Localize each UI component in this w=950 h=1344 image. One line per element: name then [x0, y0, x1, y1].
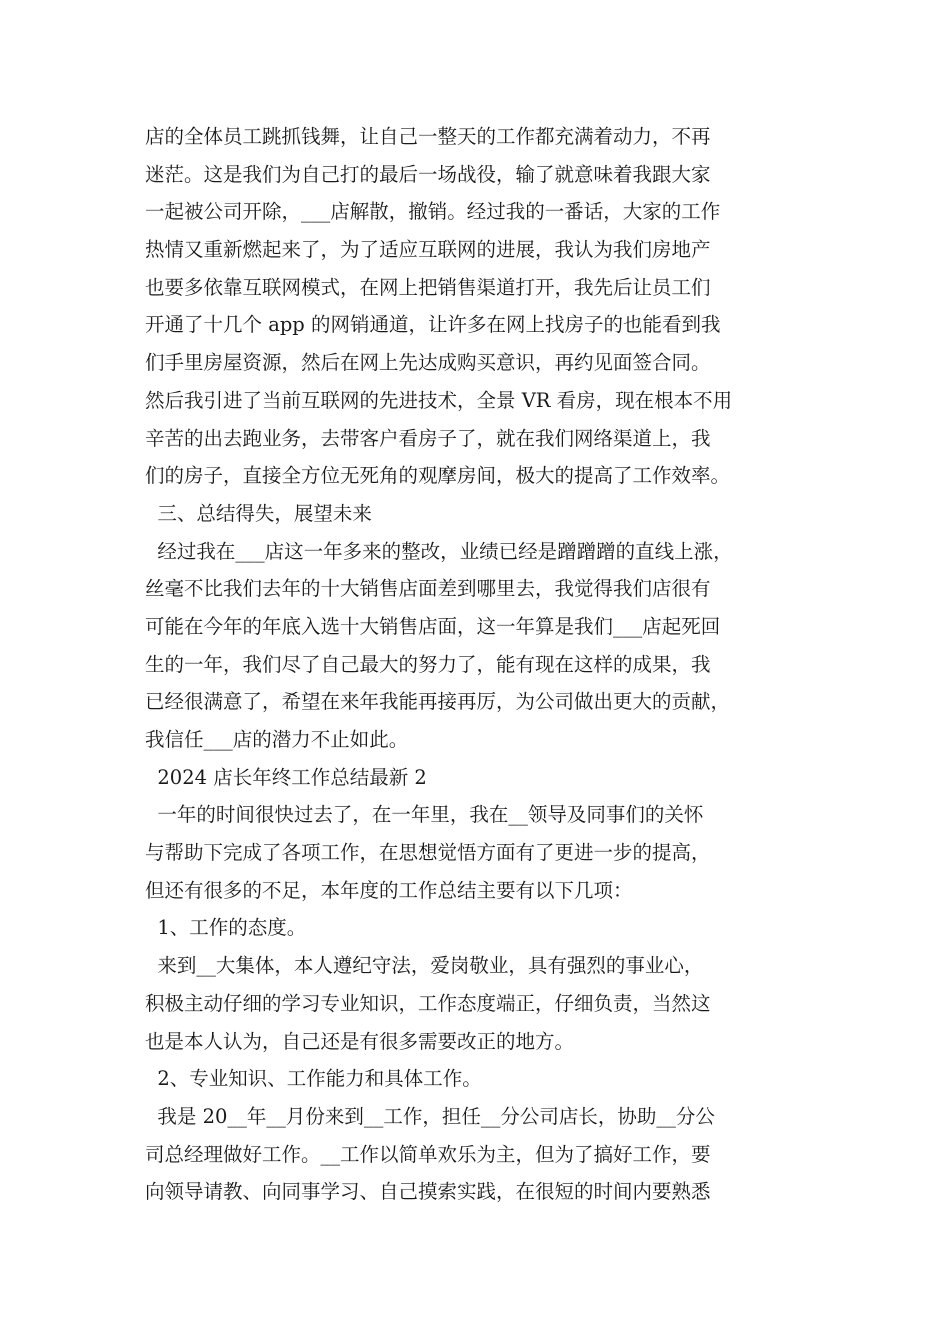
text-line: 我信任___店的潜力不止如此。	[145, 728, 409, 751]
section-heading: 2、专业知识、工作能力和具体工作。	[145, 1067, 482, 1091]
text-line: 积极主动仔细的学习专业知识，工作态度端正，仔细负责，当然这	[145, 991, 711, 1015]
text-line: 可能在今年的年底入选十大销售店面，这一年算是我们___店起死回	[145, 614, 721, 638]
text-line: 然后我引进了当前互联网的先进技术，全景 VR 看房，现在根本不用	[145, 388, 733, 412]
text-line: 们手里房屋资源，然后在网上先达成购买意识，再约见面签合同。	[145, 351, 711, 375]
text-line: 一年的时间很快过去了，在一年里，我在__领导及同事们的关怀	[145, 803, 704, 827]
text-line: 们的房子，直接全方位无死角的观摩房间，极大的提高了工作效率。	[145, 464, 731, 488]
text-line: 热情又重新燃起来了，为了适应互联网的进展，我认为我们房地产	[145, 238, 711, 262]
text-line: 与帮助下完成了各项工作，在思想觉悟方面有了更进一步的提高，	[145, 841, 711, 865]
text-line: 已经很满意了，希望在来年我能再接再厉，为公司做出更大的贡献，	[145, 690, 731, 714]
text-line: 店的全体员工跳抓钱舞，让自己一整天的工作都充满着动力，不再	[145, 125, 711, 148]
text-line: 一起被公司开除，___店解散，撤销。经过我的一番话，大家的工作	[145, 200, 721, 224]
section-heading: 1、工作的态度。	[145, 916, 307, 940]
section-heading: 三、总结得失，展望未来	[145, 501, 372, 525]
text-line: 我是 20__年__月份来到__工作，担任__分公司店长，协助__分公	[145, 1104, 715, 1128]
text-line: 迷茫。这是我们为自己打的最后一场战役，输了就意味着我跟大家	[145, 162, 711, 186]
article-title: 2024 店长年终工作总结最新 2	[145, 765, 427, 789]
text-line: 生的一年，我们尽了自己最大的努力了，能有现在这样的成果，我	[145, 652, 711, 676]
text-line: 来到__大集体，本人遵纪守法，爱岗敬业，具有强烈的事业心，	[145, 954, 704, 978]
document-body	[145, 118, 835, 1211]
text-line: 经过我在___店这一年多来的整改，业绩已经是蹭蹭蹭的直线上涨，	[145, 539, 733, 563]
text-line: 向领导请教、向同事学习、自己摸索实践，在很短的时间内要熟悉	[145, 1180, 711, 1204]
text-line: 开通了十几个 app 的网销通道，让许多在网上找房子的也能看到我	[145, 313, 721, 337]
text-line: 但还有很多的不足，本年度的工作总结主要有以下几项：	[145, 878, 633, 902]
text-line: 辛苦的出去跑业务，去带客户看房子了，就在我们网络渠道上，我	[145, 426, 711, 450]
text-line: 司总经理做好工作。__工作以简单欢乐为主，但为了搞好工作，要	[145, 1142, 711, 1166]
text-line: 丝毫不比我们去年的十大销售店面差到哪里去，我觉得我们店很有	[145, 577, 711, 601]
text-line: 也是本人认为，自己还是有很多需要改正的地方。	[145, 1029, 575, 1053]
text-line: 也要多依靠互联网模式，在网上把销售渠道打开，我先后让员工们	[145, 275, 711, 299]
